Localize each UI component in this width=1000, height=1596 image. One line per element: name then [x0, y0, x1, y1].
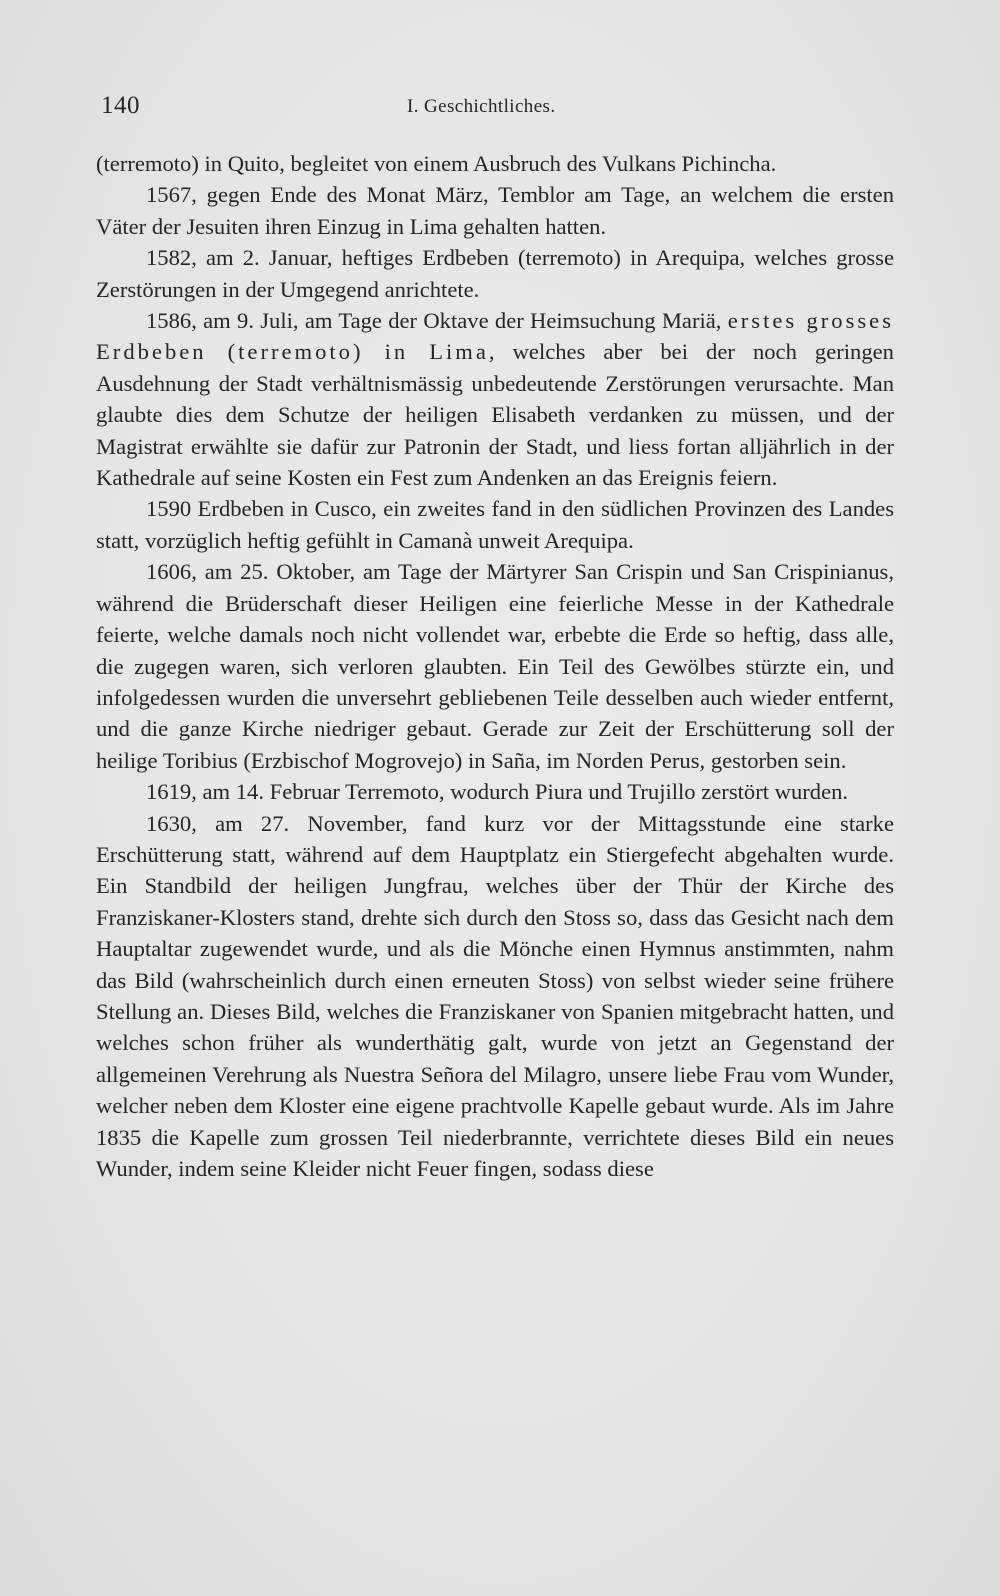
paragraph-1586-intro: 1586, am 9. Juli, am Tage der Oktave der Heimsuchung Mariä, [146, 308, 728, 334]
paragraph-1582: 1582, am 2. Januar, heftiges Erdbeben (terremoto) in Arequipa, welches grosse Zerstörungen in der Umgegend anrichtete. [96, 245, 894, 302]
paragraph-1586 [96, 305, 894, 493]
body-text [96, 148, 894, 1184]
paragraph-1619: 1619, am 14. Februar Terremoto, wodurch Piura und Trujillo zerstört wurden. [146, 779, 849, 805]
page-number: 140 [101, 92, 140, 119]
section-title: I. Geschichtliches. [407, 96, 556, 117]
paragraph-1606: 1606, am 25. Oktober, am Tage der Märtyrer San Crispin und San Crispinianus, während die Brüderschaft dieser Heiligen eine feierliche Messe in der Kathedrale feierte, welche damals noch nicht vollendet war, erbebte die Erde so heftig, dass alle, die zugegen waren, sich verloren glaubten. Ein Teil des Gewölbes stürzte ein, und infolgedessen wurden die unversehrt gebliebenen Teile desselben auch wieder entfernt, und die ganze Kirche niedriger gebaut. Gerade zur Zeit der Erschütterung soll der heilige Toribius (Erzbischof Mogrovejo) in Saña, im Norden Perus, gestorben sein. [96, 559, 894, 773]
paragraph-1590: 1590 Erdbeben in Cusco, ein zweites fand in den südlichen Provinzen des Landes statt, vorzüglich heftig gefühlt in Camanà unweit Arequipa. [96, 496, 894, 553]
running-head [97, 92, 897, 132]
paragraph-1586-emphasis: erstes grosses Erdbeben (terremoto) in Lima [96, 308, 894, 365]
paragraph-quito: (terremoto) in Quito, begleitet von einem Ausbruch des Vulkans Pichincha. [96, 151, 777, 176]
paragraph-1567: 1567, gegen Ende des Monat März, Temblor am Tage, an welchem die ersten Väter der Jesuiten ihren Einzug in Lima gehalten hatten. [96, 182, 894, 239]
paragraph-1586-rest: , welches aber bei der noch geringen Ausdehnung der Stadt verhältnismässig unbedeutende Zerstörungen verursachte. Man glaubte dies dem Schutze der heiligen Elisabeth verdanken zu müssen, und der Magistrat erwählte sie dafür zur Patronin der Stadt, und liess fortan alljährlich in der Kathedrale auf seine Kosten ein Fest zum Andenken an das Ereignis feiern. [96, 339, 894, 491]
paragraph-1630: 1630, am 27. November, fand kurz vor der Mittagsstunde eine starke Erschütterung statt, während auf dem Hauptplatz ein Stiergefecht abgehalten wurde. Ein Standbild der heiligen Jungfrau, welches über der Thür der Kirche des Franziskaner-Klosters stand, drehte sich durch den Stoss so, dass das Gesicht nach dem Hauptaltar zugewendet wurde, und als die Mönche einen Hymnus anstimmten, nahm das Bild (wahrscheinlich durch einen erneuten Stoss) von selbst wieder seine frühere Stellung an. Dieses Bild, welches die Franziskaner von Spanien mitgebracht hatten, und welches schon früher als wunderthätig galt, wurde von jetzt an Gegenstand der allgemeinen Verehrung als Nuestra Señora del Milagro, unsere liebe Frau vom Wunder, welcher neben dem Kloster eine eigene prachtvolle Kapelle gebaut wurde. Als im Jahre 1835 die Kapelle zum grossen Teil niederbrannte, verrichtete dieses Bild ein neues Wunder, indem seine Kleider nicht Feuer fingen, sodass diese [96, 810, 894, 1181]
